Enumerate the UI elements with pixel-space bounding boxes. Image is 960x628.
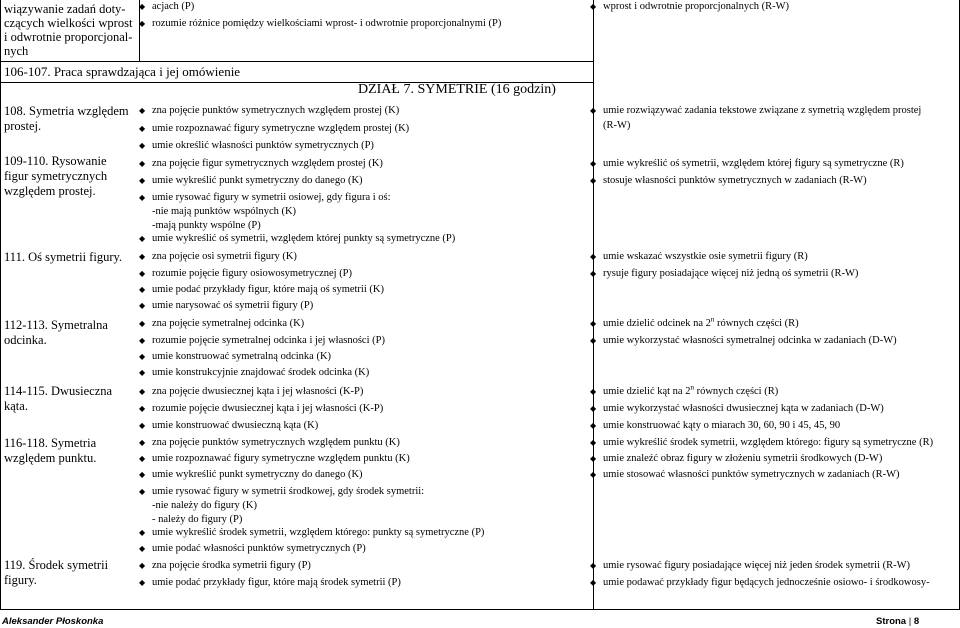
lesson-106-cell: 106-107. Praca sprawdzająca i jej omówienie [4, 64, 241, 79]
extended-item: ◆ umie wykreślić środek symetrii, względem którego: figury są symetryczne (R) [603, 435, 933, 450]
extended-item-continuation: (R-W) [603, 120, 631, 131]
basic-item: ◆ zna pojęcie dwusiecznej kąta i jej własności (K-P) [152, 384, 363, 399]
basic-item: ◆ umie narysować oś symetrii figury (P) [152, 298, 313, 313]
basic-item: ◆ umie rysować figury w symetrii osiowej, gdy figura i oś: [152, 190, 391, 205]
basic-item: ◆ zna pojęcie osi symetrii figury (K) [152, 249, 297, 264]
basic-item: ◆ umie podać przykłady figur, które mają środek symetrii (P) [152, 575, 401, 590]
topic-119: 119. Środek symetrii figury. [4, 558, 109, 587]
extended-item: ◆ rysuje figury posiadające więcej niż jedną oś symetrii (R-W) [603, 266, 858, 281]
basic-item: ◆ umie rozpoznawać figury symetryczne względem prostej (K) [152, 121, 409, 136]
basic-item: ◆ umie wykreślić punkt symetryczny do danego (K) [152, 467, 363, 482]
column-divider-3 [593, 0, 594, 610]
footer-page-label: Strona [876, 616, 907, 627]
footer-separator: | [908, 616, 912, 627]
extended-item: ◆ umie konstruować kąty o miarach 30, 60, 90 i 45, 45, 90 [603, 418, 840, 433]
basic-item: ◆ umie konstruować symetralną odcinka (K) [152, 349, 331, 364]
extended-item: ◆ umie dzielić odcinek na 2$^n$ równych części (R) [603, 316, 799, 331]
basic-item: ◆ umie konstrukcyjnie znajdować środek odcinka (K) [152, 365, 369, 380]
basic-item: ◆ zna pojęcie figur symetrycznych względem prostej (K) [152, 156, 383, 171]
basic-item: ◆ umie wykreślić środek symetrii, względem którego: punkty są symetryczne (P) [152, 525, 484, 540]
topic-108: 108. Symetria względem prostej. [4, 104, 129, 133]
footer-page-number: 8 [913, 616, 920, 627]
basic-item: ◆ zna pojęcie punktów symetrycznych względem punktu (K) [152, 435, 400, 450]
section-title: DZIAŁ 7. SYMETRIE (16 godzin) [358, 82, 556, 97]
basic-item: ◆ rozumie pojęcie figury osiowosymetrycznej (P) [152, 266, 352, 281]
topic-111: 111. Oś symetrii figury. [4, 250, 123, 264]
extended-item: ◆ umie dzielić kąt na 2$^n$ równych części (R) [603, 384, 778, 399]
footer-page [876, 616, 919, 627]
extended-item: ◆ stosuje własności punktów symetrycznych w zadaniach (R-W) [603, 173, 867, 188]
basic-subitem: -nie należy do figury (K) [152, 500, 257, 511]
top-basic-item: ◆ rozumie różnice pomiędzy wielkościami wprost- i odwrotnie proporcjonalnymi (P) [152, 16, 501, 31]
extended-item: ◆ umie wykreślić oś symetrii, względem której figury są symetryczne (R) [603, 156, 904, 171]
basic-item: ◆ zna pojęcie środka symetrii figury (P) [152, 558, 311, 573]
top-basic-item: ◆ acjach (P) [152, 0, 194, 14]
extended-item: ◆ umie wykorzystać własności symetralnej odcinka w zadaniach (D-W) [603, 333, 897, 348]
extended-item: ◆ umie rysować figury posiadające więcej niż jeden środek symetrii (R-W) [603, 558, 910, 573]
topic-109-110: 109-110. Rysowanie figur symetrycznych względem prostej. [4, 154, 108, 198]
extended-item: ◆ umie rozwiązywać zadania tekstowe związane z symetrią względem prostej [603, 103, 921, 118]
footer-author: Aleksander Płoskonka [2, 616, 104, 627]
extended-item: ◆ umie podawać przykłady figur będących jednocześnie osiowo- i środkowosy- [603, 575, 930, 590]
top-extended-item: ◆ wprost i odwrotnie proporcjonalnych (R-W) [603, 0, 789, 14]
basic-item: ◆ umie rysować figury w symetrii środkowej, gdy środek symetrii: [152, 484, 424, 499]
basic-subitem: - należy do figury (P) [152, 514, 243, 525]
basic-item: ◆ umie podać przykłady figur, które mają oś symetrii (K) [152, 282, 384, 297]
extended-item: ◆ umie znaleźć obraz figury w złożeniu symetrii środkowych (D-W) [603, 451, 882, 466]
basic-item: ◆ umie rozpoznawać figury symetryczne względem punktu (K) [152, 451, 410, 466]
basic-subitem: -mają punkty wspólne (P) [152, 220, 261, 231]
basic-item: ◆ umie konstruować dwusieczną kąta (K) [152, 418, 318, 433]
basic-item: ◆ umie określić własności punktów symetrycznych (P) [152, 138, 374, 153]
top-topic-cell: wiązywanie zadań doty- czących wielkości wprost i odwrotnie proporcjonal- nych [4, 2, 133, 58]
basic-item: ◆ umie wykreślić oś symetrii, względem której punkty są symetryczne (P) [152, 231, 455, 246]
basic-subitem: -nie mają punktów wspólnych (K) [152, 206, 297, 217]
basic-item: ◆ zna pojęcie symetralnej odcinka (K) [152, 316, 304, 331]
column-divider-1 [0, 0, 1, 610]
extended-item: ◆ umie wykorzystać własności dwusiecznej kąta w zadaniach (D-W) [603, 401, 884, 416]
basic-item: ◆ zna pojęcie punktów symetrycznych względem prostej (K) [152, 103, 399, 118]
basic-item: ◆ umie podać własności punktów symetrycznych (P) [152, 541, 366, 556]
table-bottom-line [0, 609, 960, 610]
basic-item: ◆ rozumie pojęcie symetralnej odcinka i jej własności (P) [152, 333, 385, 348]
extended-item: ◆ umie wskazać wszystkie osie symetrii figury (R) [603, 249, 808, 264]
topic-112-113: 112-113. Symetralna odcinka. [4, 318, 108, 347]
extended-item: ◆ umie stosować własności punktów symetrycznych w zadaniach (R-W) [603, 467, 900, 482]
row-divider-top [0, 61, 593, 62]
superscript-n: n [690, 383, 694, 392]
basic-item: ◆ umie wykreślić punkt symetryczny do danego (K) [152, 173, 363, 188]
superscript-n: n [710, 315, 715, 324]
topic-116-118: 116-118. Symetria względem punktu. [4, 436, 97, 465]
basic-item: ◆ rozumie pojęcie dwusiecznej kąta i jej własności (K-P) [152, 401, 383, 416]
topic-114-115: 114-115. Dwusieczna kąta. [4, 384, 113, 413]
